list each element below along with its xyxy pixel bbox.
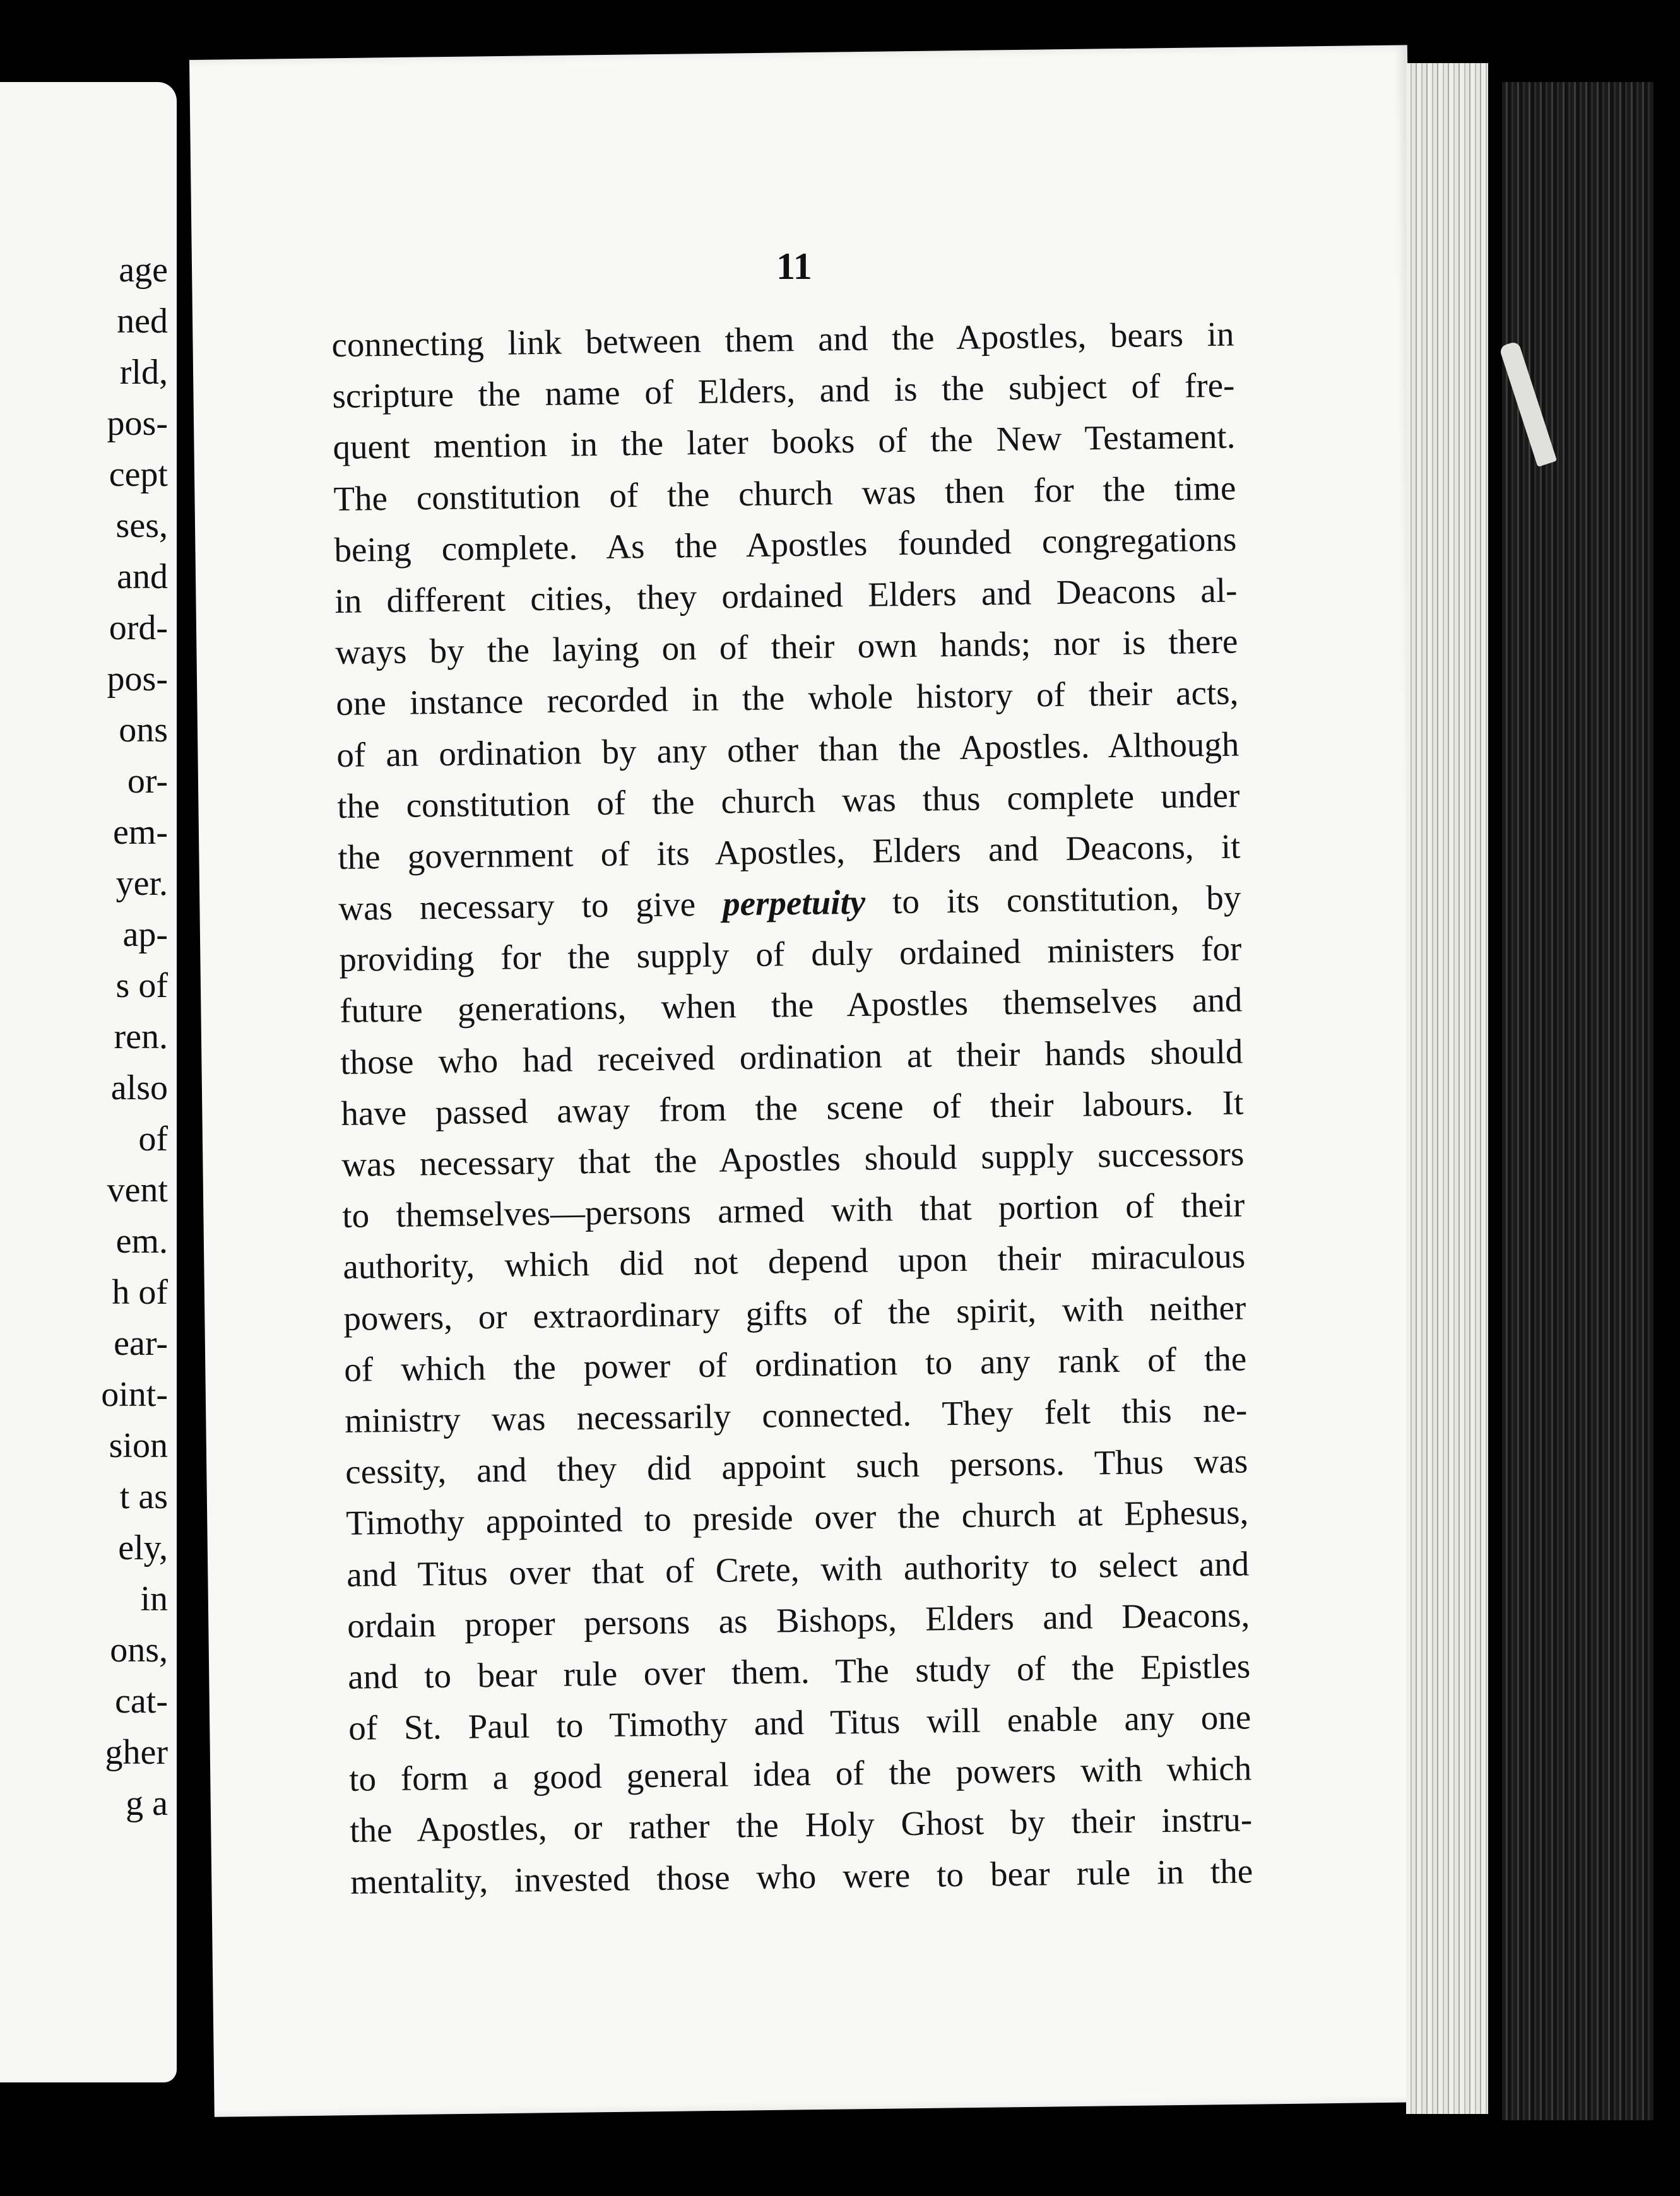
text-line: powers, or extraordinary gifts of the spirit, with neither — [343, 1287, 1246, 1338]
text-line: of an ordination by any other than the Apostles. Although — [336, 724, 1239, 774]
left-page-fragment: cat- — [115, 1682, 168, 1721]
text-line: have passed away from the scene of their labours. It — [341, 1083, 1244, 1133]
text-line: future generations, when the Apostles themselves and — [340, 980, 1243, 1030]
text-line: Timothy appointed to preside over the church at Ephesus, — [345, 1492, 1249, 1543]
text-line: providing for the supply of duly ordained ministers for — [339, 929, 1242, 979]
text-line: of St. Paul to Timothy and Titus will enable any one — [348, 1697, 1251, 1747]
left-page-fragment: vent — [107, 1171, 168, 1210]
text-line: in different cities, they ordained Elders and Deacons al- — [334, 570, 1238, 620]
text-line: ordain proper persons as Bishops, Elders and Deacons, — [346, 1595, 1250, 1645]
left-page-fragment: gher — [105, 1733, 168, 1772]
left-page-fragment: ely, — [118, 1528, 168, 1567]
text-line: ministry was necessarily connected. They felt this ne- — [344, 1390, 1248, 1440]
text-line: one instance recorded in the whole history of their acts, — [336, 673, 1239, 723]
left-page-fragment: also — [110, 1068, 168, 1107]
left-page-fragment: age — [119, 251, 168, 290]
left-page-fragment: s of — [115, 966, 168, 1005]
text-line: cessity, and they did appoint such persons. Thus was — [345, 1441, 1248, 1491]
left-page-fragment: pos- — [107, 659, 168, 699]
left-page-fragment: cept — [109, 455, 168, 494]
left-page-fragment: g a — [126, 1784, 168, 1823]
text-line: and Titus over that of Crete, with authority to select and — [346, 1544, 1250, 1594]
text-line: the government of its Apostles, Elders and Deacons, it — [338, 827, 1241, 877]
text-line: mentality, invested those who were to bear rule in the — [350, 1851, 1253, 1901]
left-page-fragment: ord- — [109, 608, 168, 647]
text-line: the Apostles, or rather the Holy Ghost by their instru- — [349, 1800, 1253, 1850]
left-page-fragment: rld, — [119, 353, 168, 392]
left-page-fragment: em- — [112, 813, 168, 852]
left-page-fragment: ons, — [110, 1631, 168, 1670]
left-page-fragment: ren. — [114, 1017, 168, 1056]
left-page-fragment: oint- — [101, 1375, 168, 1414]
left-page-fragment: pos- — [107, 404, 168, 443]
text-line: to themselves—persons armed with that portion of their — [341, 1185, 1245, 1236]
left-page-fragment: ap- — [122, 915, 168, 954]
left-page-fragment: ned — [117, 302, 168, 341]
text-line: scripture the name of Elders, and is the subject of fre- — [332, 365, 1235, 416]
page-edges — [1406, 63, 1488, 2114]
left-page-fragment: in — [140, 1579, 168, 1619]
text-line: ways by the laying on of their own hands; nor is there — [335, 622, 1238, 672]
left-page-fragment: em. — [115, 1222, 168, 1261]
left-page-fragment: ons — [119, 711, 168, 750]
text-line: was necessary that the Apostles should supply successors — [341, 1134, 1245, 1184]
page-number: 11 — [776, 245, 812, 287]
text-line: The constitution of the church was then for the time — [333, 468, 1236, 518]
left-page-fragment: ses, — [115, 506, 168, 545]
left-page — [0, 82, 177, 2082]
body-text — [331, 309, 1253, 1908]
emphasized-word: perpetuity — [722, 882, 866, 923]
left-page-fragment: ear- — [114, 1324, 168, 1363]
left-page-fragment: sion — [109, 1426, 168, 1465]
text-line: quent mention in the later books of the New Testament. — [333, 416, 1236, 467]
text-line: connecting link between them and the Apostles, bears in — [331, 314, 1234, 364]
left-page-fragment: yer. — [115, 864, 168, 903]
left-page-fragment: h of — [112, 1273, 168, 1312]
text-line: being complete. As the Apostles founded congregations — [334, 519, 1237, 569]
text-line: and to bear rule over them. The study of the Epistles — [347, 1646, 1251, 1696]
text-line: of which the power of ordination to any rank of the — [343, 1339, 1247, 1389]
text-line: the constitution of the church was thus complete under — [337, 776, 1240, 825]
text-segment: to its constitution, by — [865, 878, 1241, 921]
text-line: to form a good general idea of the powers with which — [348, 1749, 1252, 1799]
left-page-fragment: t as — [119, 1477, 168, 1516]
text-segment: was necessary to give — [338, 884, 723, 928]
left-page-fragment: and — [117, 557, 168, 596]
left-page-fragment: of — [138, 1119, 168, 1159]
text-line: those who had received ordination at their hands should — [340, 1032, 1243, 1082]
left-page-fragment: or- — [127, 762, 168, 801]
text-line: authority, which did not depend upon their miraculous — [342, 1236, 1246, 1287]
